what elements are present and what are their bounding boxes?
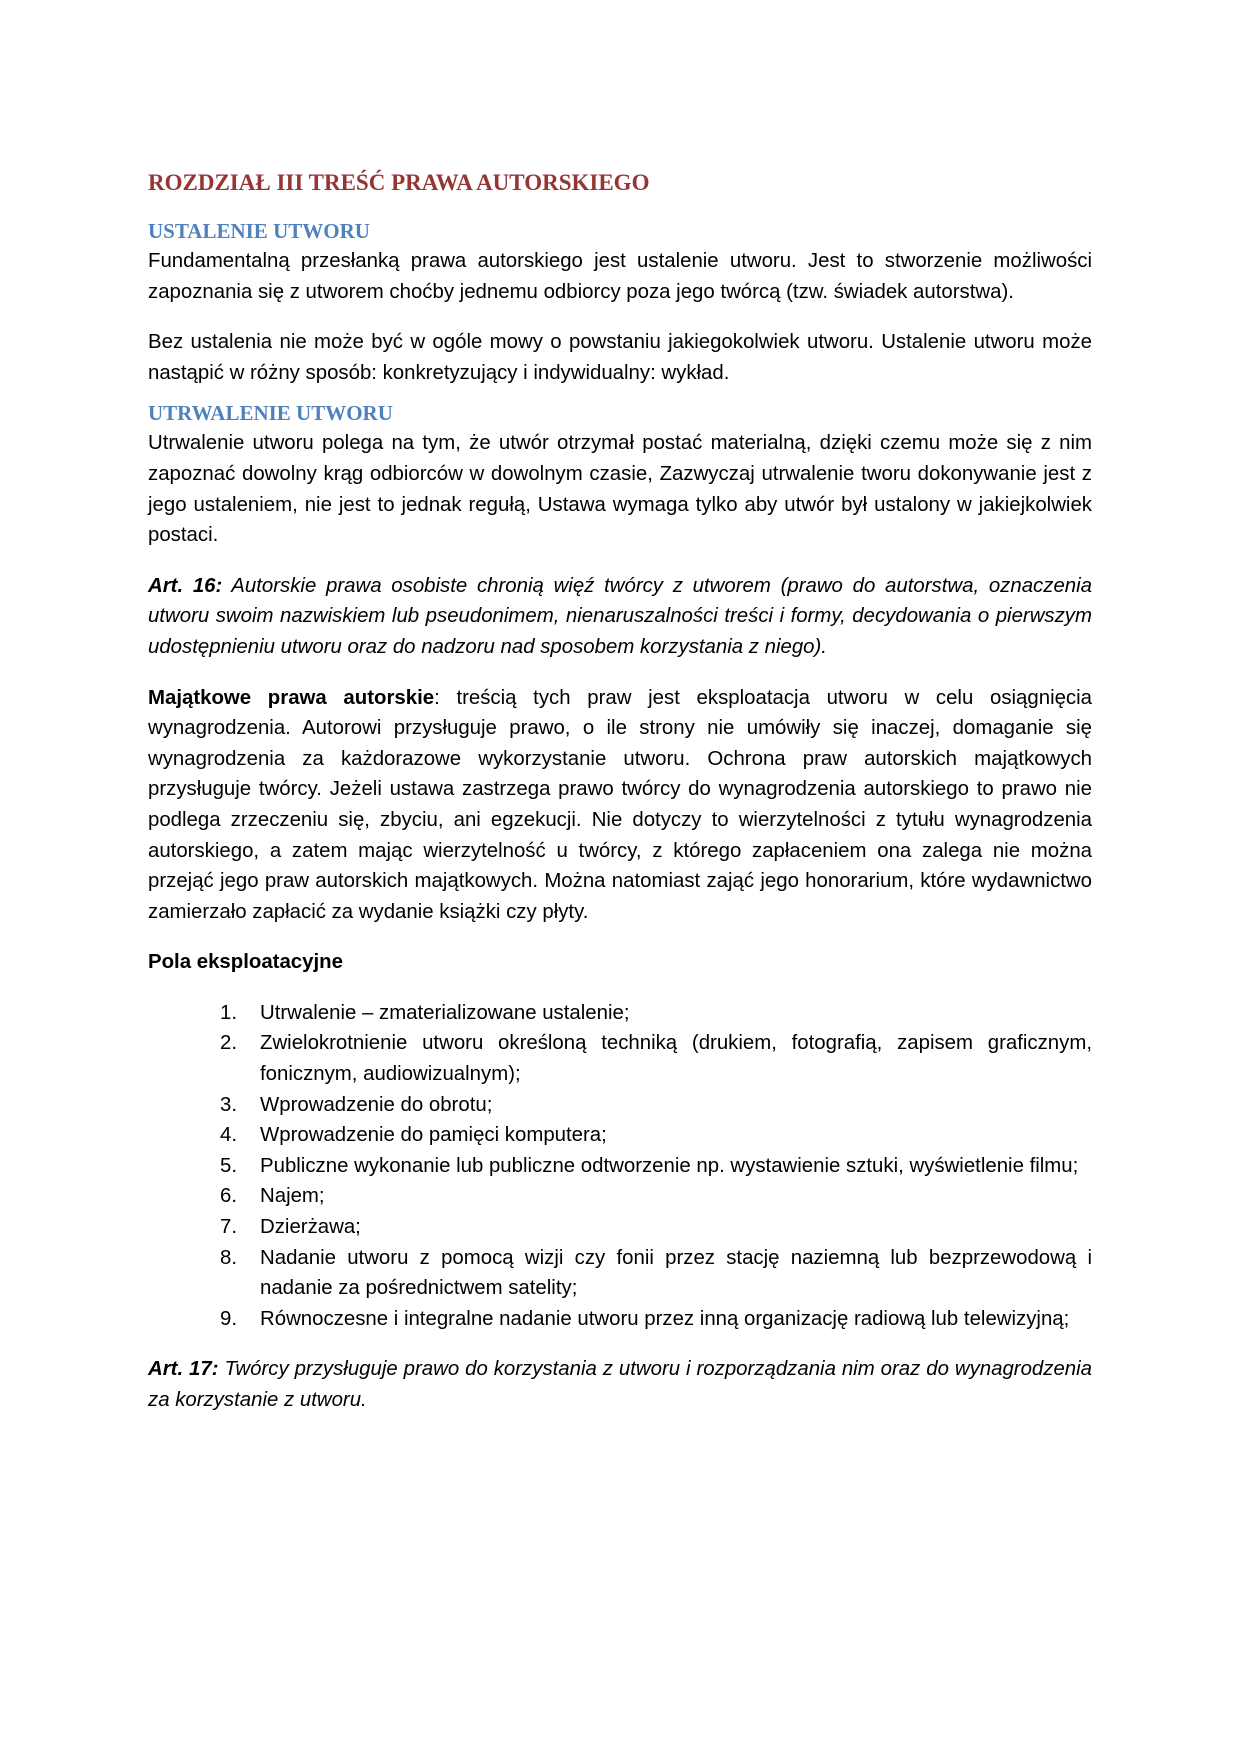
list-item-number: 8.	[220, 1246, 238, 1269]
list-item-text: Wprowadzenie do pamięci komputera;	[260, 1124, 607, 1147]
list-item	[148, 1304, 1092, 1335]
list-item-text: Wprowadzenie do obrotu;	[260, 1093, 493, 1116]
list-item	[148, 1243, 1092, 1304]
article-17-text: Twórcy przysługuje prawo do korzystania z utworu i rozporządzania nim oraz do wynagrodzenia za korzystanie z utworu.	[148, 1358, 1092, 1411]
list-item-text: Utrwalenie – zmaterializowane ustalenie;	[260, 1001, 630, 1024]
list-item	[148, 1151, 1092, 1182]
list-item	[148, 1181, 1092, 1212]
list-item-text: Najem;	[260, 1185, 325, 1208]
pola-heading: Pola eksploatacyjne	[148, 951, 343, 974]
section-heading-ustalenie: USTALENIE UTWORU	[148, 219, 370, 243]
list-item	[148, 1212, 1092, 1243]
paragraph-majatkowe	[148, 683, 1092, 928]
article-17-label: Art. 17:	[148, 1358, 219, 1381]
list-item-text: Zwielokrotnienie utworu określoną techniką (drukiem, fotografią, zapisem graficznym, fonicznym, audiowizualnym);	[260, 1032, 1092, 1086]
list-item-text: Nadanie utworu z pomocą wizji czy fonii przez stację naziemną lub bezprzewodową i nadanie za pośrednictwem satelity;	[260, 1246, 1092, 1300]
paragraph-ustalenie-2: Bez ustalenia nie może być w ogóle mowy o powstaniu jakiegokolwiek utworu. Ustalenie utworu może nastąpić w różny sposób: konkretyzujący i indywidualny: wykład.	[148, 331, 1092, 384]
majatkowe-text: : treścią tych praw jest eksploatacja utworu w celu osiągnięcia wynagrodzenia. Autorowi przysługuje prawo, o ile strony nie umówiły się inaczej, domaganie się wynagrodzenia za każdorazowe wykorzystanie utworu. Ochrona praw autorskich majątkowych przysługuje twórcy. Jeżeli ustawa zastrzega prawo twórcy do wynagrodzenia autorskiego to prawo nie podlega zrzeczeniu się, zbyciu, ani egzekucji. Nie dotyczy to wierzytelności z tytułu wynagrodzenia autorskiego, a zatem mając wierzytelność u twórcy, z którego zapłaceniem ona zalega nie można przejąć jego praw autorskich majątkowych. Można natomiast zająć jego honorarium, które wydawnictwo zamierzało zapłacić za wydanie książki czy płyty.	[148, 686, 1093, 923]
list-item-number: 6.	[220, 1185, 238, 1208]
list-item-number: 2.	[220, 1032, 238, 1055]
section-heading-utrwalenie: UTRWALENIE UTWORU	[148, 401, 393, 426]
list-item-number: 5.	[220, 1154, 238, 1177]
chapter-title: ROZDZIAŁ III TREŚĆ PRAWA AUTORSKIEGO	[148, 170, 650, 195]
list-item	[148, 1120, 1092, 1151]
pola-list	[148, 998, 1092, 1335]
paragraph-utrwalenie: Utrwalenie utworu polega na tym, że utwór otrzymał postać materialną, dzięki czemu może się z nim zapoznać dowolny krąg odbiorców w dowolnym czasie, Zazwyczaj utrwalenie tworu dokonywanie jest z jego ustaleniem, nie jest to jednak regułą, Ustawa wymaga tylko aby utwór był ustalony w jakiejkolwiek postaci.	[148, 432, 1092, 547]
list-item	[148, 1028, 1092, 1089]
list-item-text: Równoczesne i integralne nadanie utworu przez inną organizację radiową lub telewizyjną;	[260, 1307, 1070, 1330]
article-17	[148, 1354, 1092, 1415]
majatkowe-label: Majątkowe prawa autorskie	[148, 686, 435, 709]
list-item-text: Publiczne wykonanie lub publiczne odtworzenie np. wystawienie sztuki, wyświetlenie filmu;	[260, 1154, 1079, 1177]
list-item-number: 4.	[220, 1124, 238, 1147]
article-16-text: Autorskie prawa osobiste chronią więź twórcy z utworem (prawo do autorstwa, oznaczenia utworu swoim nazwiskiem lub pseudonimem, nienaruszalności treści i formy, decydowania o pierwszym udostępnieniu utworu oraz do nadzoru nad sposobem korzystania z niego).	[148, 574, 1092, 658]
list-item-number: 7.	[220, 1216, 238, 1239]
list-item-text: Dzierżawa;	[260, 1216, 361, 1239]
list-item-number: 9.	[220, 1307, 238, 1330]
list-item	[148, 1090, 1092, 1121]
paragraph-ustalenie-1: Fundamentalną przesłanką prawa autorskiego jest ustalenie utworu. Jest to stworzenie możliwości zapoznania się z utworem choćby jednemu odbiorcy poza jego twórcą (tzw. świadek autorstwa).	[148, 250, 1092, 303]
list-item	[148, 998, 1092, 1029]
document-page	[148, 168, 1092, 1416]
list-item-number: 3.	[220, 1093, 238, 1116]
article-16	[148, 571, 1092, 663]
list-item-number: 1.	[220, 1001, 238, 1024]
article-16-label: Art. 16:	[148, 574, 223, 597]
